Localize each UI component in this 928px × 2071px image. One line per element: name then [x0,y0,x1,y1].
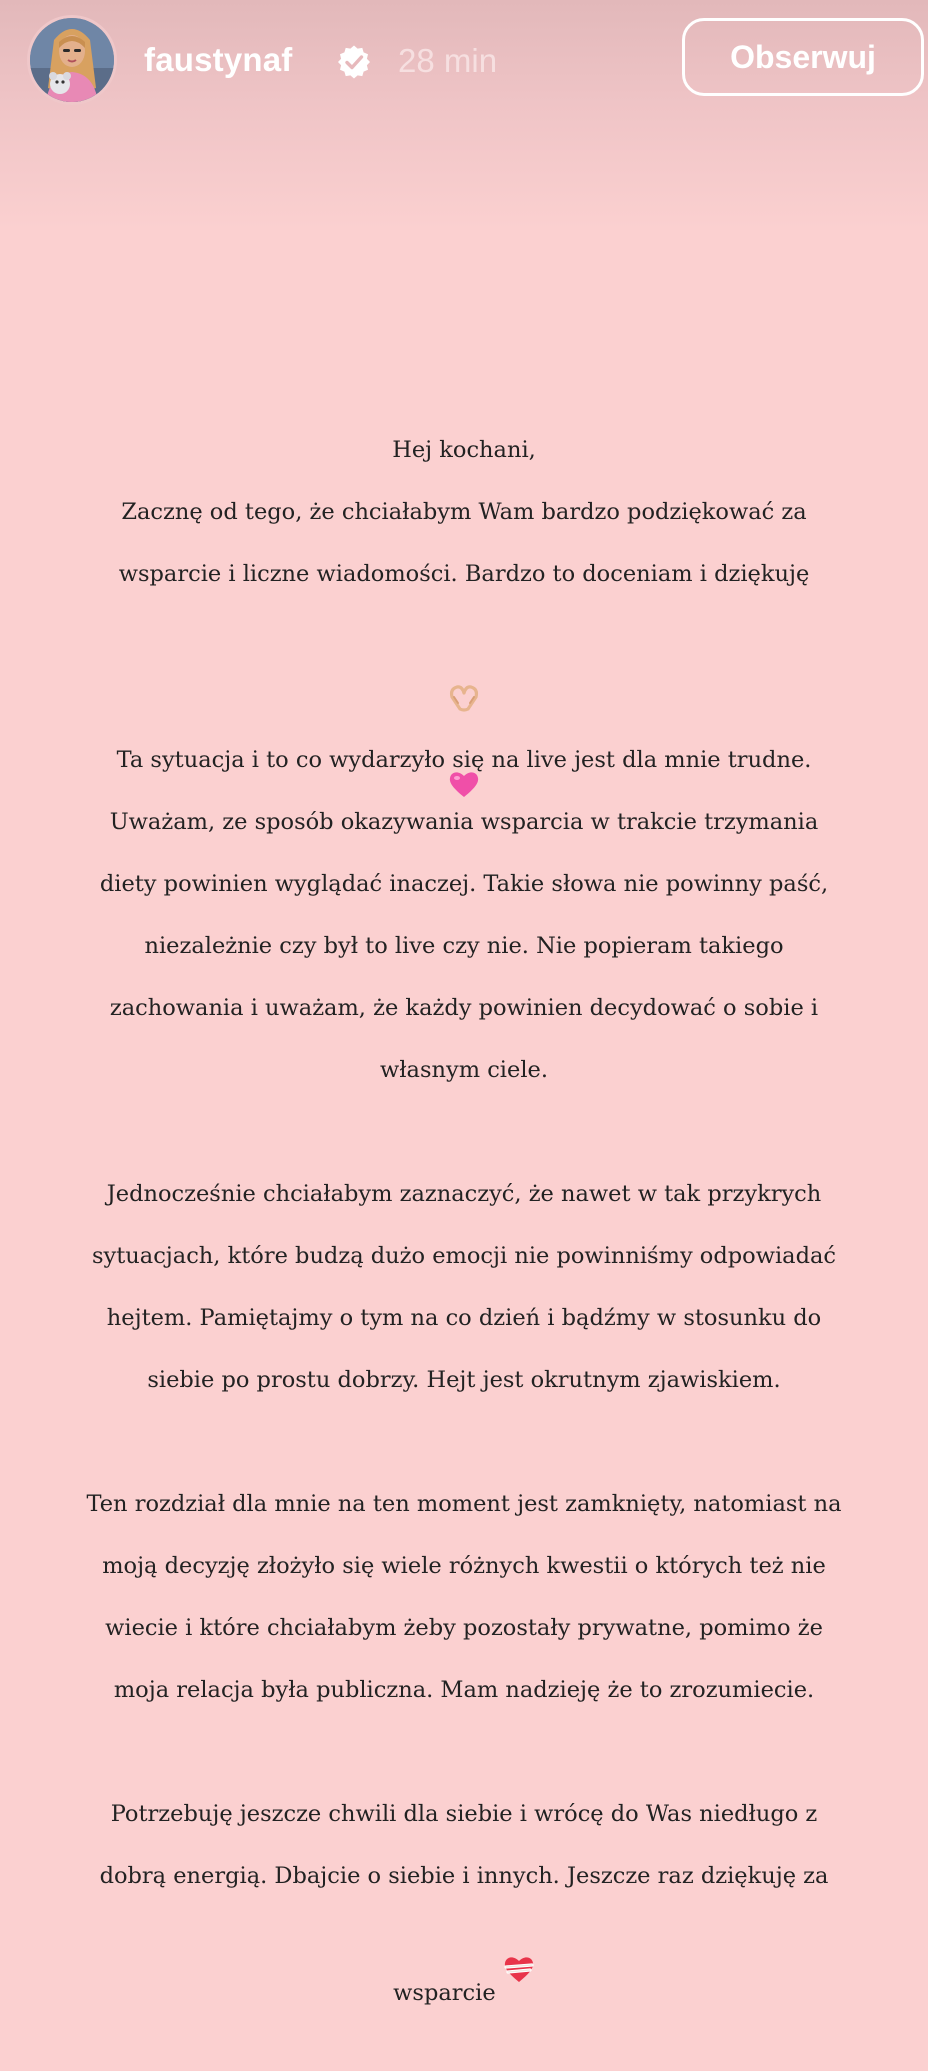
story-header [0,0,928,120]
story-text [40,404,888,2071]
text-line: Potrzebuję jeszcze chwili dla siebie i wrócę do Was niedługo z [110,1801,818,1827]
paragraph-situation [40,714,888,1117]
text-line: Zacznę od tego, że chciałabym Wam bardzo podziękować za [121,499,807,525]
paragraph-greeting [40,404,888,683]
text-line: wsparcie [393,1980,496,2006]
text-line: wiecie i które chciałabym żeby pozostały prywatne, pomimo że [105,1615,823,1641]
text-line: Ta sytuacja i to co wydarzyło się na live jest dla mnie trudne. [116,747,812,773]
text-line: sytuacjach, które budzą dużo emocji nie powinniśmy odpowiadać [92,1243,836,1269]
paragraph-chapter [40,1458,888,1737]
text-line: dobrą energią. Dbajcie o siebie i innych. Jeszcze raz dziękuję za [99,1863,829,1889]
avatar-icon[interactable] [30,18,114,102]
text-line: wsparcie i liczne wiadomości. Bardzo to doceniam i dziękuję [118,561,810,587]
text-line: siebie po prostu dobrzy. Hejt jest okrutnym zjawiskiem. [147,1367,781,1393]
text-line: moja relacja była publiczna. Mam nadzieję że to zrozumiecie. [113,1677,815,1703]
text-line: hejtem. Pamiętajmy o tym na co dzień i bądźmy w stosunku do [106,1305,822,1331]
paragraph-closing [40,1768,888,2040]
text-line: moją decyzję złożyło się wiele różnych kwestii o których też nie [102,1553,826,1579]
text-line: Ten rozdział dla mnie na ten moment jest zamknięty, natomiast na [86,1491,842,1517]
post-timestamp: 28 min [398,42,498,79]
paragraph-hate [40,1148,888,1427]
text-line: własnym ciele. [380,1057,548,1083]
text-line: Jednocześnie chciałabym zaznaczyć, że nawet w tak przykrych [106,1181,822,1207]
text-line: diety powinien wyglądać inaczej. Takie słowa nie powinny paść, [99,871,829,897]
username[interactable]: faustynaf [144,41,293,78]
text-line: zachowania i uważam, że każdy powinien decydować o sobie i [109,995,819,1021]
text-line: niezależnie czy był to live czy nie. Nie popieram takiego [144,933,784,959]
heart-hands-icon [448,652,480,682]
text-line: Uważam, ze sposób okazywania wsparcia w trakcie trzymania [109,809,819,835]
emoji-row [40,621,888,652]
text-line-with-emoji [40,1923,888,2009]
text-line: Hej kochani, [392,437,536,463]
mending-heart-icon [503,1923,535,1953]
follow-button[interactable]: Obserwuj [682,18,924,96]
verified-badge-icon [336,44,372,80]
